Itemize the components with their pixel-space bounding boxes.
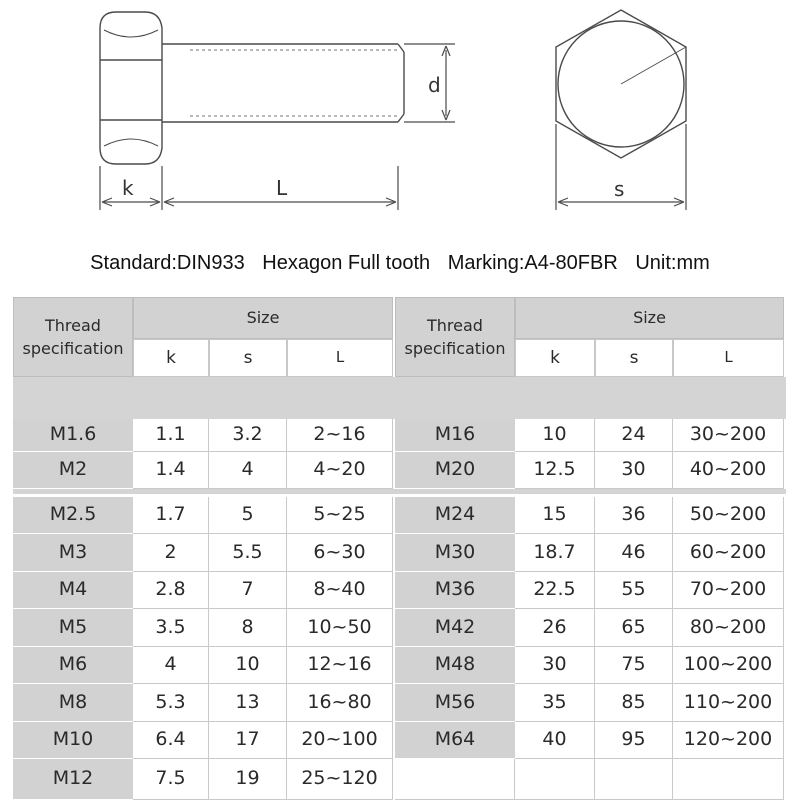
l-cell: 60~200 (673, 534, 784, 572)
l-cell: 6~30 (287, 534, 393, 572)
l-cell: 100~200 (673, 647, 784, 684)
k-cell: 2.8 (133, 572, 209, 609)
label-d: d (428, 73, 441, 97)
header-thread-line: Thread (427, 315, 483, 335)
k-cell: 1.1 (133, 419, 209, 452)
s-cell: 17 (209, 722, 287, 759)
l-cell: 50~200 (673, 497, 784, 534)
s-cell: 24 (595, 419, 673, 452)
dimension-k-l (100, 166, 398, 210)
header-thread-line: Thread (45, 315, 101, 335)
spec-caption (0, 252, 800, 275)
k-cell: 7.5 (133, 759, 209, 800)
s-cell: 19 (209, 759, 287, 800)
thread-cell: M36 (395, 572, 515, 609)
k-cell: 5.3 (133, 684, 209, 722)
header-size: Size (133, 297, 393, 339)
thread-cell: M30 (395, 534, 515, 572)
l-cell: 70~200 (673, 572, 784, 609)
l-cell: 40~200 (673, 452, 784, 489)
header-k: k (515, 339, 595, 377)
header-k: k (133, 339, 209, 377)
l-cell: 20~100 (287, 722, 393, 759)
header-s: s (595, 339, 673, 377)
bolt-shank-side-view (162, 44, 404, 122)
header-l: L (673, 339, 784, 377)
bolt-head-side-view (100, 12, 162, 164)
thread-cell: M64 (395, 722, 515, 759)
thread-cell: M16 (395, 419, 515, 452)
thread-cell: M20 (395, 452, 515, 489)
k-cell: 26 (515, 609, 595, 647)
thread-cell: M48 (395, 647, 515, 684)
k-cell: 22.5 (515, 572, 595, 609)
l-cell: 2~16 (287, 419, 393, 452)
s-cell: 30 (595, 452, 673, 489)
caption-unit: Unit:mm (635, 252, 710, 274)
l-cell: 12~16 (287, 647, 393, 684)
k-cell: 30 (515, 647, 595, 684)
thread-cell: M5 (13, 609, 133, 647)
s-cell: 55 (595, 572, 673, 609)
header-l: L (287, 339, 393, 377)
l-cell: 4~20 (287, 452, 393, 489)
k-cell: 18.7 (515, 534, 595, 572)
k-cell: 4 (133, 647, 209, 684)
l-cell: 8~40 (287, 572, 393, 609)
s-cell: 36 (595, 497, 673, 534)
k-cell: 35 (515, 684, 595, 722)
label-s: s (614, 177, 625, 201)
k-cell: 1.7 (133, 497, 209, 534)
k-cell (515, 759, 595, 800)
thread-cell: M6 (13, 647, 133, 684)
l-cell: 5~25 (287, 497, 393, 534)
k-cell: 12.5 (515, 452, 595, 489)
s-cell: 10 (209, 647, 287, 684)
header-thread-specification (395, 297, 515, 377)
k-cell: 1.4 (133, 452, 209, 489)
header-thread-specification (13, 297, 133, 377)
thread-cell: M56 (395, 684, 515, 722)
separator-band (13, 377, 786, 419)
label-l: L (276, 176, 288, 200)
caption-type: Hexagon Full tooth (262, 252, 431, 274)
caption-standard: Standard:DIN933 (90, 252, 245, 274)
k-cell: 15 (515, 497, 595, 534)
thread-cell: M8 (13, 684, 133, 722)
header-thread-line: specification (22, 339, 124, 358)
l-cell: 25~120 (287, 759, 393, 800)
separator-band (13, 489, 786, 494)
thread-cell: M12 (13, 759, 133, 800)
thread-cell: M2.5 (13, 497, 133, 534)
k-cell: 6.4 (133, 722, 209, 759)
header-thread-line: specification (404, 339, 506, 358)
label-k: k (122, 176, 134, 200)
size-table (13, 297, 786, 800)
hexagon-end-view (556, 10, 686, 158)
s-cell: 65 (595, 609, 673, 647)
bolt-technical-drawing (0, 0, 800, 250)
thread-cell: M42 (395, 609, 515, 647)
thread-cell (395, 759, 515, 800)
k-cell: 10 (515, 419, 595, 452)
s-cell: 75 (595, 647, 673, 684)
thread-cell: M1.6 (13, 419, 133, 452)
l-cell: 80~200 (673, 609, 784, 647)
s-cell: 85 (595, 684, 673, 722)
l-cell: 16~80 (287, 684, 393, 722)
header-s: s (209, 339, 287, 377)
s-cell: 13 (209, 684, 287, 722)
s-cell (595, 759, 673, 800)
l-cell: 110~200 (673, 684, 784, 722)
k-cell: 2 (133, 534, 209, 572)
s-cell: 7 (209, 572, 287, 609)
k-cell: 40 (515, 722, 595, 759)
thread-cell: M2 (13, 452, 133, 489)
s-cell: 46 (595, 534, 673, 572)
l-cell: 120~200 (673, 722, 784, 759)
thread-cell: M24 (395, 497, 515, 534)
l-cell: 30~200 (673, 419, 784, 452)
s-cell: 4 (209, 452, 287, 489)
s-cell: 5.5 (209, 534, 287, 572)
thread-cell: M10 (13, 722, 133, 759)
thread-cell: M3 (13, 534, 133, 572)
s-cell: 8 (209, 609, 287, 647)
thread-cell: M4 (13, 572, 133, 609)
header-size: Size (515, 297, 784, 339)
l-cell (673, 759, 784, 800)
s-cell: 95 (595, 722, 673, 759)
l-cell: 10~50 (287, 609, 393, 647)
s-cell: 3.2 (209, 419, 287, 452)
s-cell: 5 (209, 497, 287, 534)
caption-marking: Marking:A4-80FBR (447, 252, 618, 274)
k-cell: 3.5 (133, 609, 209, 647)
